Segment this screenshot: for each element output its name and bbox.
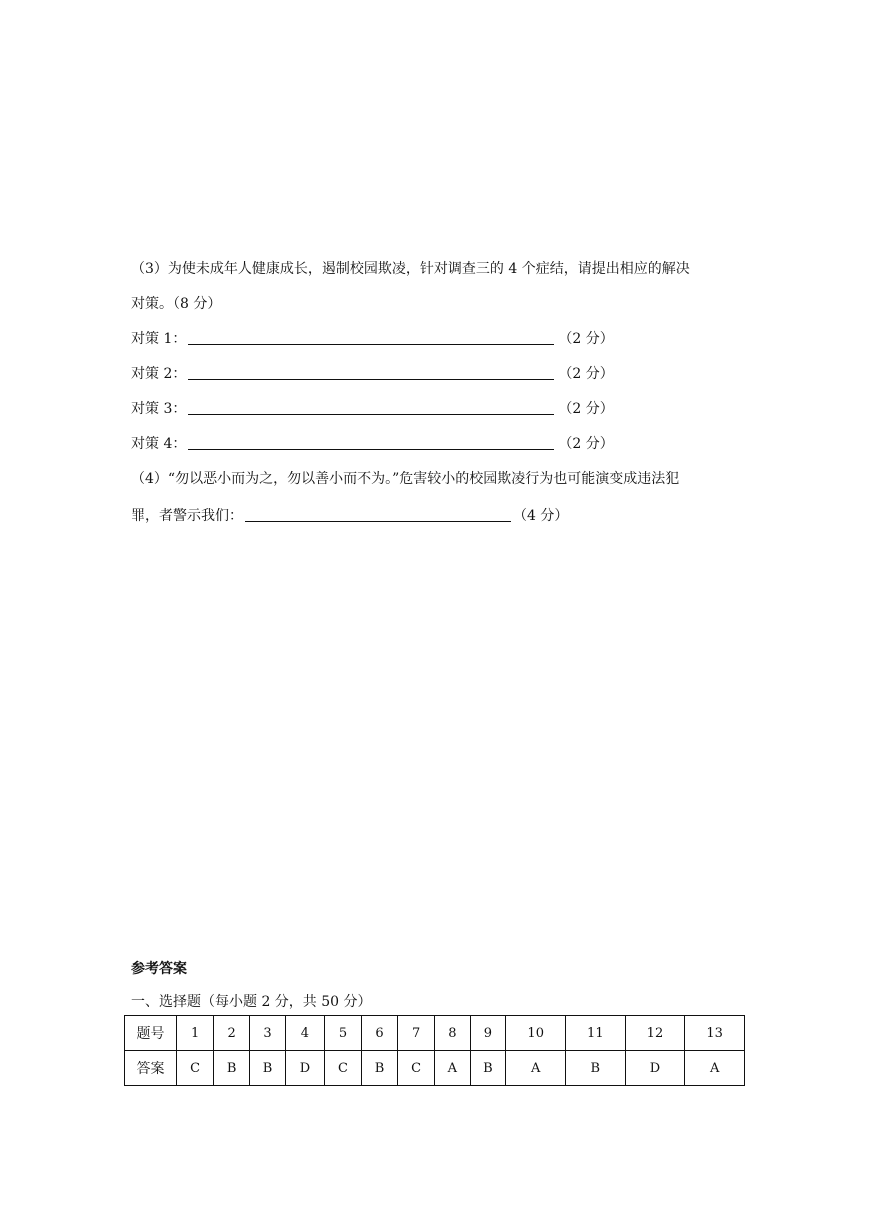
strategy-3-label: 对策 3：	[131, 401, 187, 417]
strategy-2-blank[interactable]	[188, 363, 554, 380]
answer-table-answer-row	[125, 1051, 745, 1086]
answer-table-number-row	[125, 1016, 745, 1051]
strategy-1-score: （2 分）	[558, 331, 614, 347]
question-4-score: （4 分）	[513, 508, 569, 524]
strategy-2	[131, 363, 614, 383]
strategy-4-blank[interactable]	[188, 433, 554, 450]
question-4-prefix: 罪，者警示我们：	[131, 508, 243, 524]
answer-cell: B	[250, 1051, 286, 1086]
answer-cell: A	[685, 1051, 745, 1086]
strategy-4-score: （2 分）	[558, 436, 614, 452]
question-number-cell: 8	[435, 1016, 470, 1051]
answer-cell: B	[362, 1051, 398, 1086]
question-4-text-line1: （4）“勿以恶小而为之，勿以善小而不为。”危害较小的校园欺凌行为也可能演变成违法犯	[131, 471, 680, 487]
question-4-blank[interactable]	[245, 505, 511, 522]
strategy-3-score: （2 分）	[558, 401, 614, 417]
answer-section-title: 一、选择题（每小题 2 分，共 50 分）	[131, 994, 372, 1010]
answer-cell: B	[470, 1051, 506, 1086]
answer-cell: D	[286, 1051, 325, 1086]
question-number-cell: 4	[286, 1016, 325, 1051]
answer-cell: A	[506, 1051, 566, 1086]
question-3-text-line1: （3）为使未成年人健康成长，遏制校园欺凌，针对调查三的 4 个症结，请提出相应的解决	[131, 261, 690, 277]
strategy-4-label: 对策 4：	[131, 436, 187, 452]
answer-cell: C	[397, 1051, 434, 1086]
question-number-cell: 2	[214, 1016, 250, 1051]
strategy-3	[131, 398, 614, 418]
question-number-cell: 12	[625, 1016, 685, 1051]
question-number-cell: 9	[470, 1016, 506, 1051]
question-number-cell: 1	[177, 1016, 214, 1051]
answer-cell: B	[566, 1051, 626, 1086]
number-row-header: 题号	[125, 1016, 177, 1051]
answer-cell: C	[177, 1051, 214, 1086]
question-number-cell: 6	[362, 1016, 398, 1051]
question-number-cell: 5	[324, 1016, 361, 1051]
strategy-1	[131, 328, 614, 348]
question-number-cell: 11	[566, 1016, 626, 1051]
question-number-cell: 3	[250, 1016, 286, 1051]
question-3-text-line2: 对策。（8 分）	[131, 296, 222, 312]
answer-cell: B	[214, 1051, 250, 1086]
strategy-2-label: 对策 2：	[131, 366, 187, 382]
answer-cell: C	[324, 1051, 361, 1086]
answer-cell: A	[435, 1051, 470, 1086]
strategy-1-label: 对策 1：	[131, 331, 187, 347]
answer-row-header: 答案	[125, 1051, 177, 1086]
question-number-cell: 10	[506, 1016, 566, 1051]
answer-cell: D	[625, 1051, 685, 1086]
strategy-4	[131, 433, 614, 453]
strategy-2-score: （2 分）	[558, 366, 614, 382]
question-number-cell: 7	[397, 1016, 434, 1051]
question-4-text-line2	[131, 505, 568, 525]
answer-key-title: 参考答案	[131, 961, 187, 977]
question-number-cell: 13	[685, 1016, 745, 1051]
strategy-3-blank[interactable]	[188, 398, 554, 415]
strategy-1-blank[interactable]	[188, 328, 554, 345]
answer-table	[124, 1015, 745, 1086]
